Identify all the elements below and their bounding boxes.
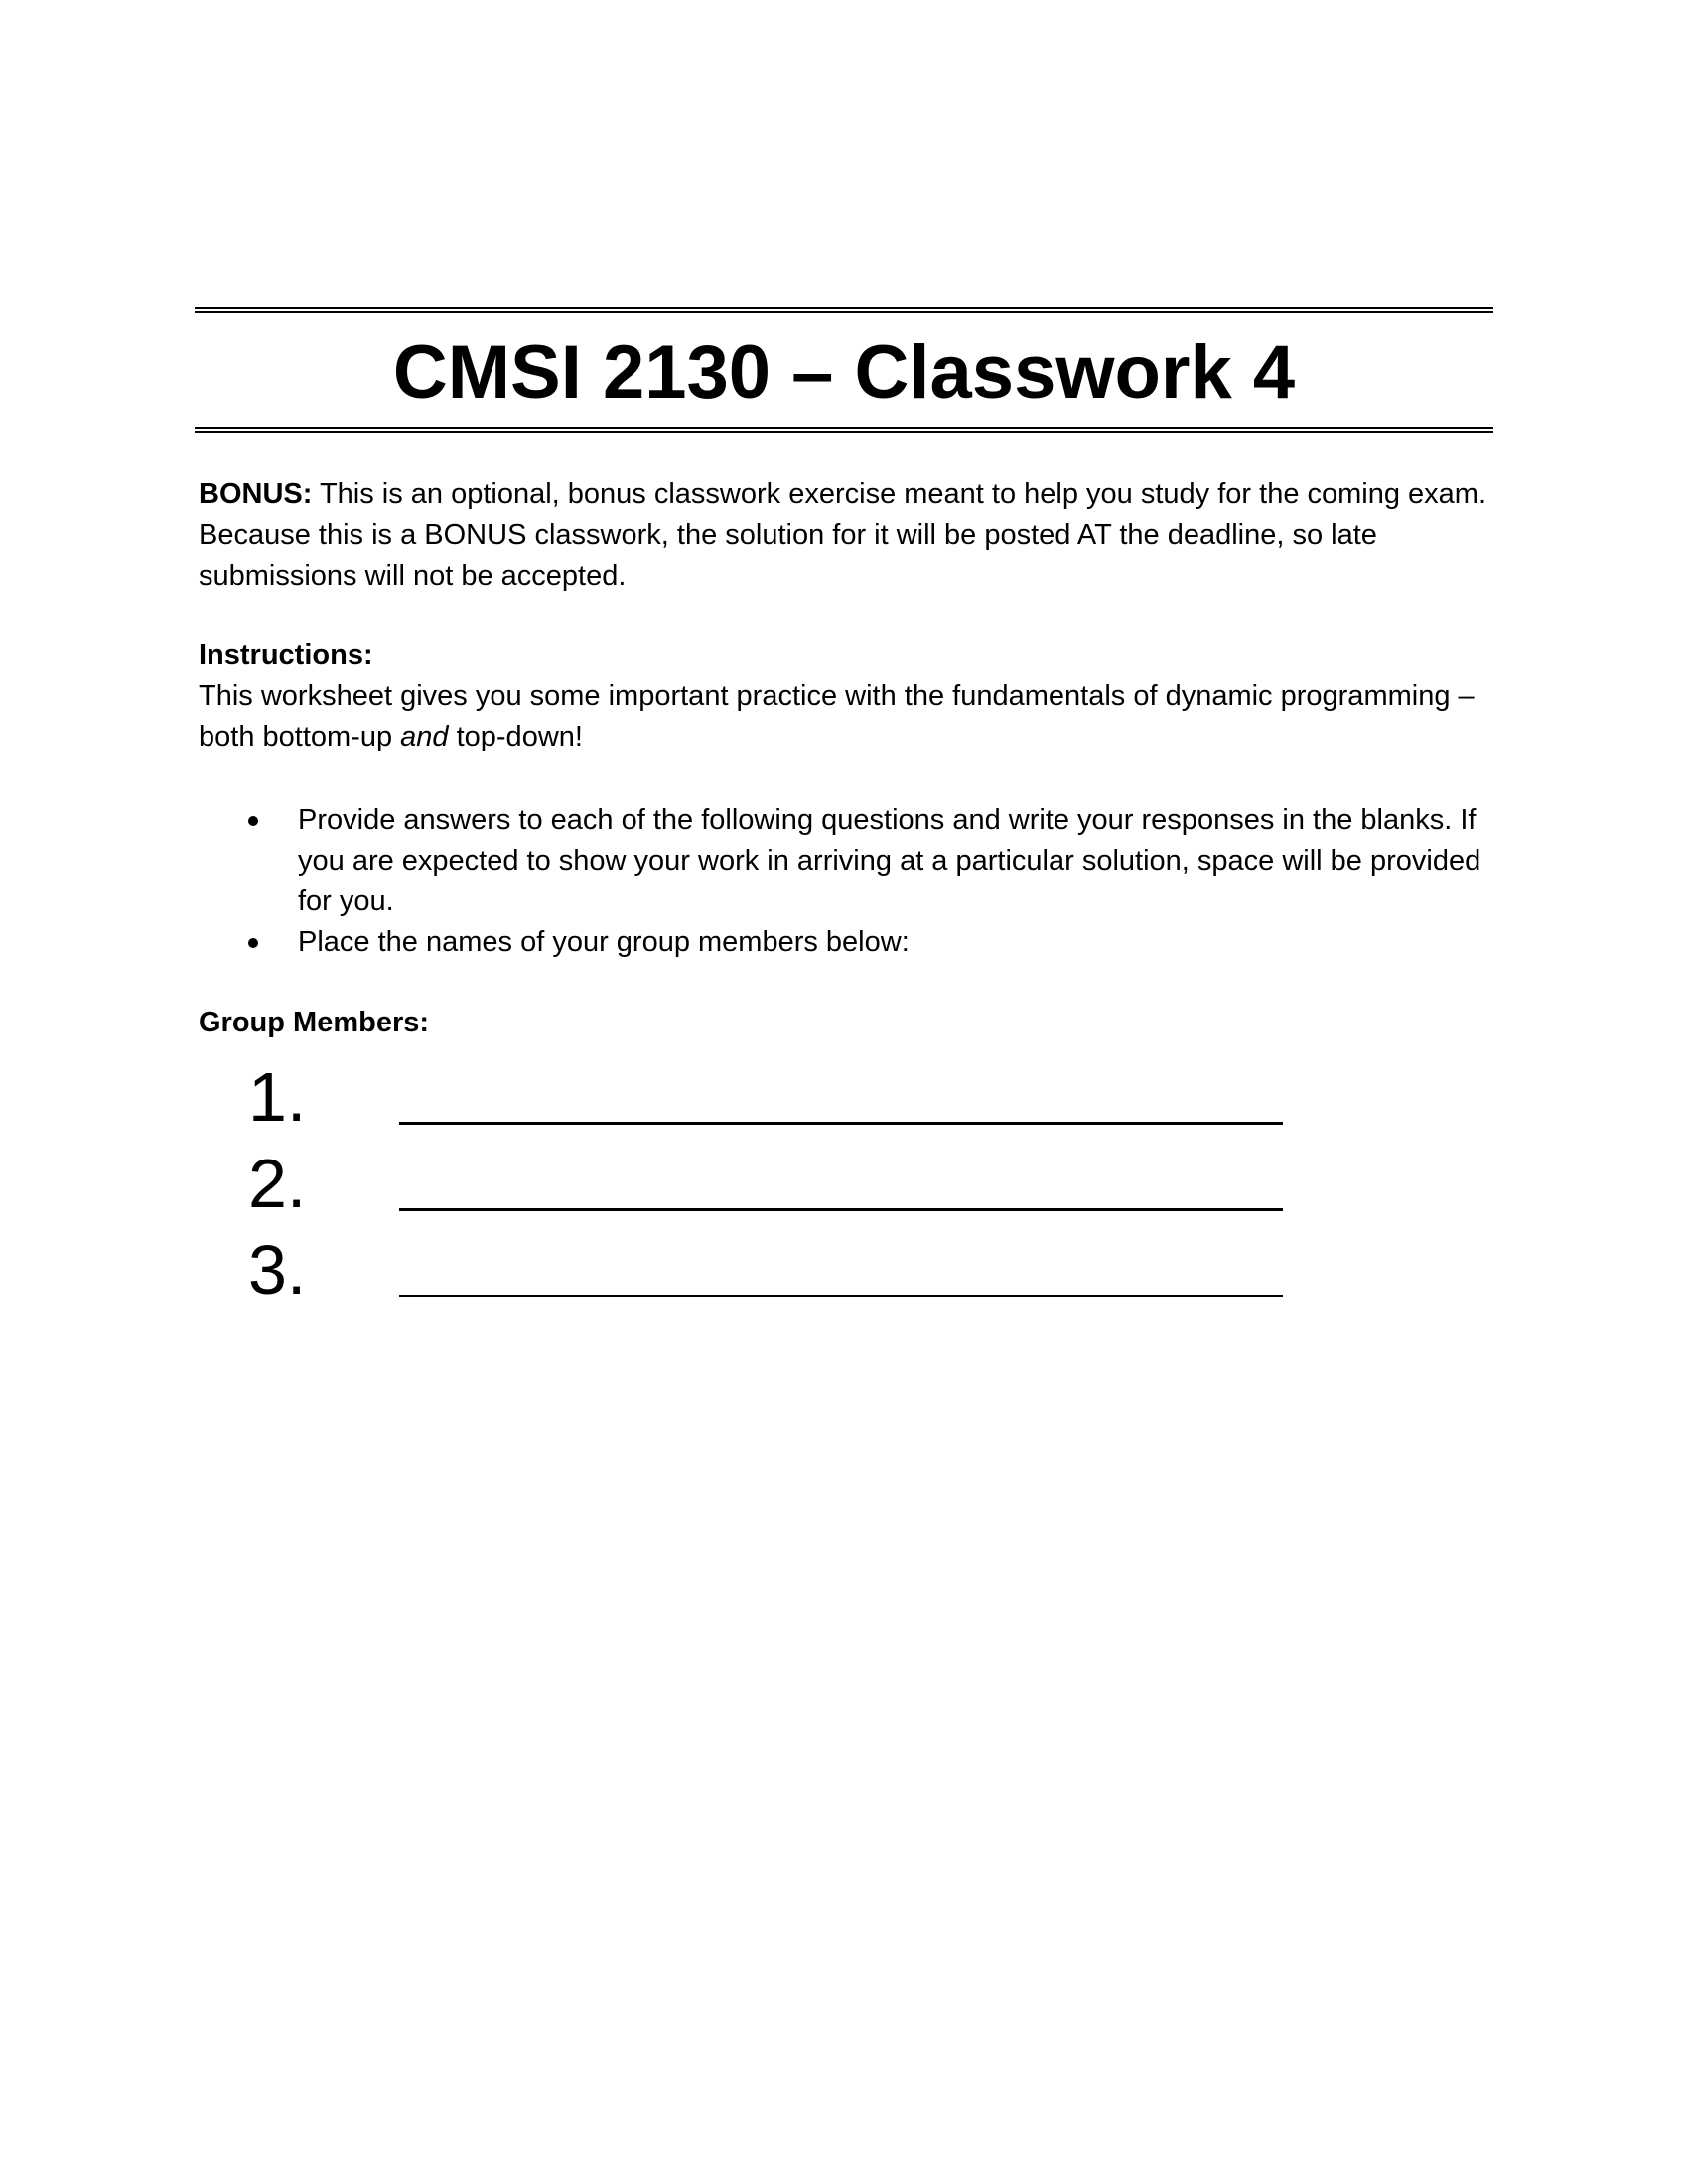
bonus-paragraph xyxy=(199,475,1489,597)
bullet-dot-icon xyxy=(248,938,258,948)
group-members-heading: Group Members: xyxy=(199,1007,430,1038)
bullet-item xyxy=(199,922,1489,963)
group-member-blank[interactable] xyxy=(399,1295,1283,1297)
bonus-text: This is an optional, bonus classwork exercise meant to help you study for the coming exam. Because this is a BONUS classwork, the solution for it will be posted AT the deadline, so late submissions will not be accepted. xyxy=(199,478,1487,592)
group-member-blank[interactable] xyxy=(399,1122,1283,1125)
group-members-list xyxy=(248,1057,1340,1316)
group-member-number: 3. xyxy=(248,1231,307,1308)
instructions-paragraph xyxy=(199,676,1489,757)
bonus-label: BONUS: xyxy=(199,478,313,510)
title-bottom-rule xyxy=(195,427,1493,433)
title-top-rule xyxy=(195,307,1493,313)
instructions-text-before: This worksheet gives you some important practice with the fundamentals of dynamic programming – both bottom-up xyxy=(199,680,1475,752)
instructions-text-after: top-down! xyxy=(448,721,583,752)
page-title: CMSI 2130 – Classwork 4 xyxy=(392,331,1296,415)
bullet-text: Place the names of your group members below: xyxy=(298,926,910,958)
group-member-row xyxy=(248,1144,1340,1230)
instruction-bullets xyxy=(199,800,1489,963)
instructions-emphasis: and xyxy=(400,721,449,752)
group-member-row xyxy=(248,1230,1340,1316)
group-member-number: 1. xyxy=(248,1058,307,1136)
bullet-item xyxy=(199,800,1489,922)
bullet-dot-icon xyxy=(248,816,258,826)
bullet-text: Provide answers to each of the following questions and write your responses in the blanks. If you are expected to show your work in arriving at a particular solution, space will be provided for you. xyxy=(298,804,1481,917)
instructions-heading: Instructions: xyxy=(199,639,373,671)
group-member-number: 2. xyxy=(248,1145,307,1222)
group-member-row xyxy=(248,1057,1340,1144)
group-member-blank[interactable] xyxy=(399,1208,1283,1211)
